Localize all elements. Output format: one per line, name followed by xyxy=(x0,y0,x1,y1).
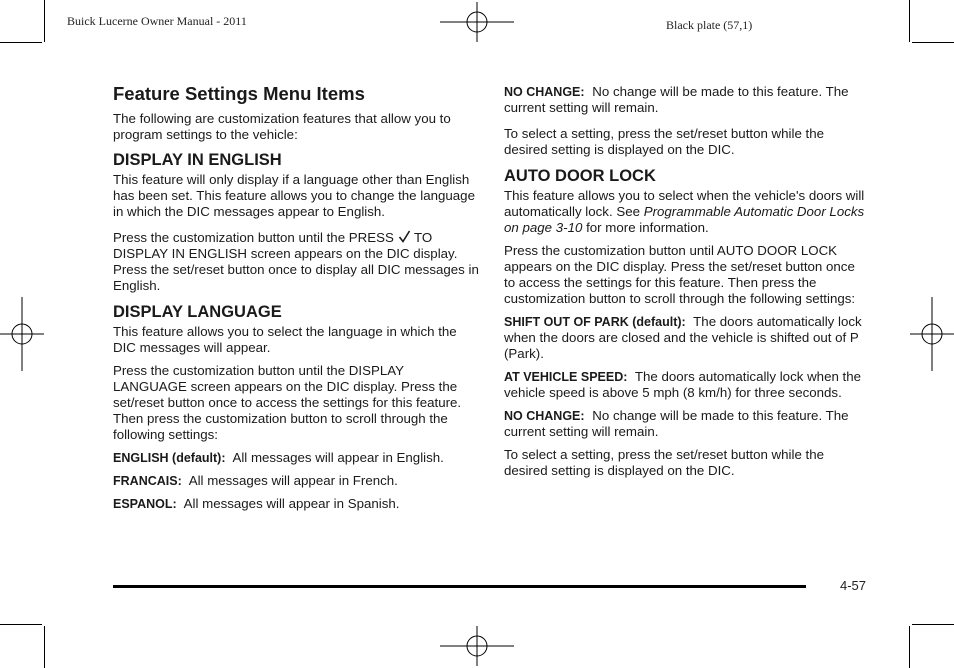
instructions-text-end: TO DISPLAY IN ENGLISH screen appears on the DIC display. Press the set/reset button once to display all DIC messages in English. xyxy=(113,230,479,293)
instructions-text-start: Press the customization button until the PRESS xyxy=(113,230,394,245)
option-no-change-language xyxy=(504,84,868,116)
crop-mark xyxy=(44,0,45,42)
registration-mark-right xyxy=(910,297,954,371)
crop-mark xyxy=(0,624,42,625)
option-label: ENGLISH (default): xyxy=(113,451,226,465)
option-label: NO CHANGE: xyxy=(504,85,585,99)
select-setting-paragraph: To select a setting, press the set/reset button while the desired setting is displayed on the DIC. xyxy=(504,126,825,157)
crop-mark xyxy=(44,626,45,668)
footer-rule xyxy=(113,585,806,588)
option-label: ESPANOL: xyxy=(113,497,177,511)
option-at-vehicle-speed xyxy=(504,369,868,401)
crop-mark xyxy=(912,42,954,43)
option-espanol xyxy=(113,496,479,512)
option-label: FRANCAIS: xyxy=(113,474,182,488)
option-text: The doors automatically lock when the vehicle speed is above 5 mph (8 km/h) for three seconds. xyxy=(504,369,862,400)
intro-paragraph: The following are customization features that allow you to program settings to the vehicle: xyxy=(113,111,451,142)
select-setting-paragraph-bottom: To select a setting, press the set/reset button while the desired setting is displayed on the DIC. xyxy=(504,447,825,478)
auto-door-lock-instructions: Press the customization button until AUTO DOOR LOCK appears on the DIC display. Press the set/reset button once to access the settings for this feature. Then press the customization button to scroll through the following settings: xyxy=(504,243,856,306)
desc-text-start: This feature allows you to select when the vehicle's doors will automatically lock. See xyxy=(504,188,865,219)
page-number: 4-57 xyxy=(840,578,867,593)
option-text: No change will be made to this feature. The current setting will remain. xyxy=(504,408,849,439)
display-language-heading: DISPLAY LANGUAGE xyxy=(113,303,282,321)
option-text: No change will be made to this feature. The current setting will remain. xyxy=(504,84,849,115)
option-text: All messages will appear in Spanish. xyxy=(183,496,400,511)
plate-label: Black plate (57,1) xyxy=(666,18,753,32)
crop-mark xyxy=(909,0,910,42)
auto-door-lock-desc xyxy=(504,188,868,236)
display-english-heading: DISPLAY IN ENGLISH xyxy=(113,151,282,169)
crop-mark xyxy=(909,626,910,668)
option-shift-out-of-park xyxy=(504,314,868,362)
option-label: NO CHANGE: xyxy=(504,409,585,423)
left-column xyxy=(113,82,479,519)
display-english-instructions xyxy=(113,230,479,294)
registration-mark-left xyxy=(0,297,44,371)
option-text: All messages will appear in English. xyxy=(232,450,444,465)
crop-mark xyxy=(912,624,954,625)
option-francais xyxy=(113,473,479,489)
option-no-change-door-lock xyxy=(504,408,868,440)
desc-text-end: for more information. xyxy=(586,220,709,235)
option-text: All messages will appear in French. xyxy=(188,473,398,488)
page-reference-link[interactable]: Programmable Automatic Door Locks on page 3-10 xyxy=(504,204,865,235)
registration-mark-bottom xyxy=(440,626,514,666)
option-text: The doors automatically lock when the doors are closed and the vehicle is shifted out of P (Park). xyxy=(504,314,862,361)
option-english xyxy=(113,450,479,466)
right-column xyxy=(504,84,868,486)
display-language-desc: This feature allows you to select the language in which the DIC messages will appear. xyxy=(113,324,457,355)
manual-title: Buick Lucerne Owner Manual - 2011 xyxy=(67,14,247,28)
auto-door-lock-heading: AUTO DOOR LOCK xyxy=(504,167,656,185)
option-label: AT VEHICLE SPEED: xyxy=(504,370,628,384)
crop-mark xyxy=(0,42,42,43)
display-language-instructions: Press the customization button until the DISPLAY LANGUAGE screen appears on the DIC display. Press the set/reset button once to access the settings for this feature. Then press the customization button to scroll through the following settings: xyxy=(113,363,462,442)
option-label: SHIFT OUT OF PARK (default): xyxy=(504,315,686,329)
section-title: Feature Settings Menu Items xyxy=(113,83,365,104)
checkmark-icon xyxy=(398,230,411,243)
display-english-desc: This feature will only display if a language other than English has been set. This feature allows you to change the language in which the DIC messages appear to English. xyxy=(113,172,475,219)
registration-mark-top xyxy=(440,2,514,42)
